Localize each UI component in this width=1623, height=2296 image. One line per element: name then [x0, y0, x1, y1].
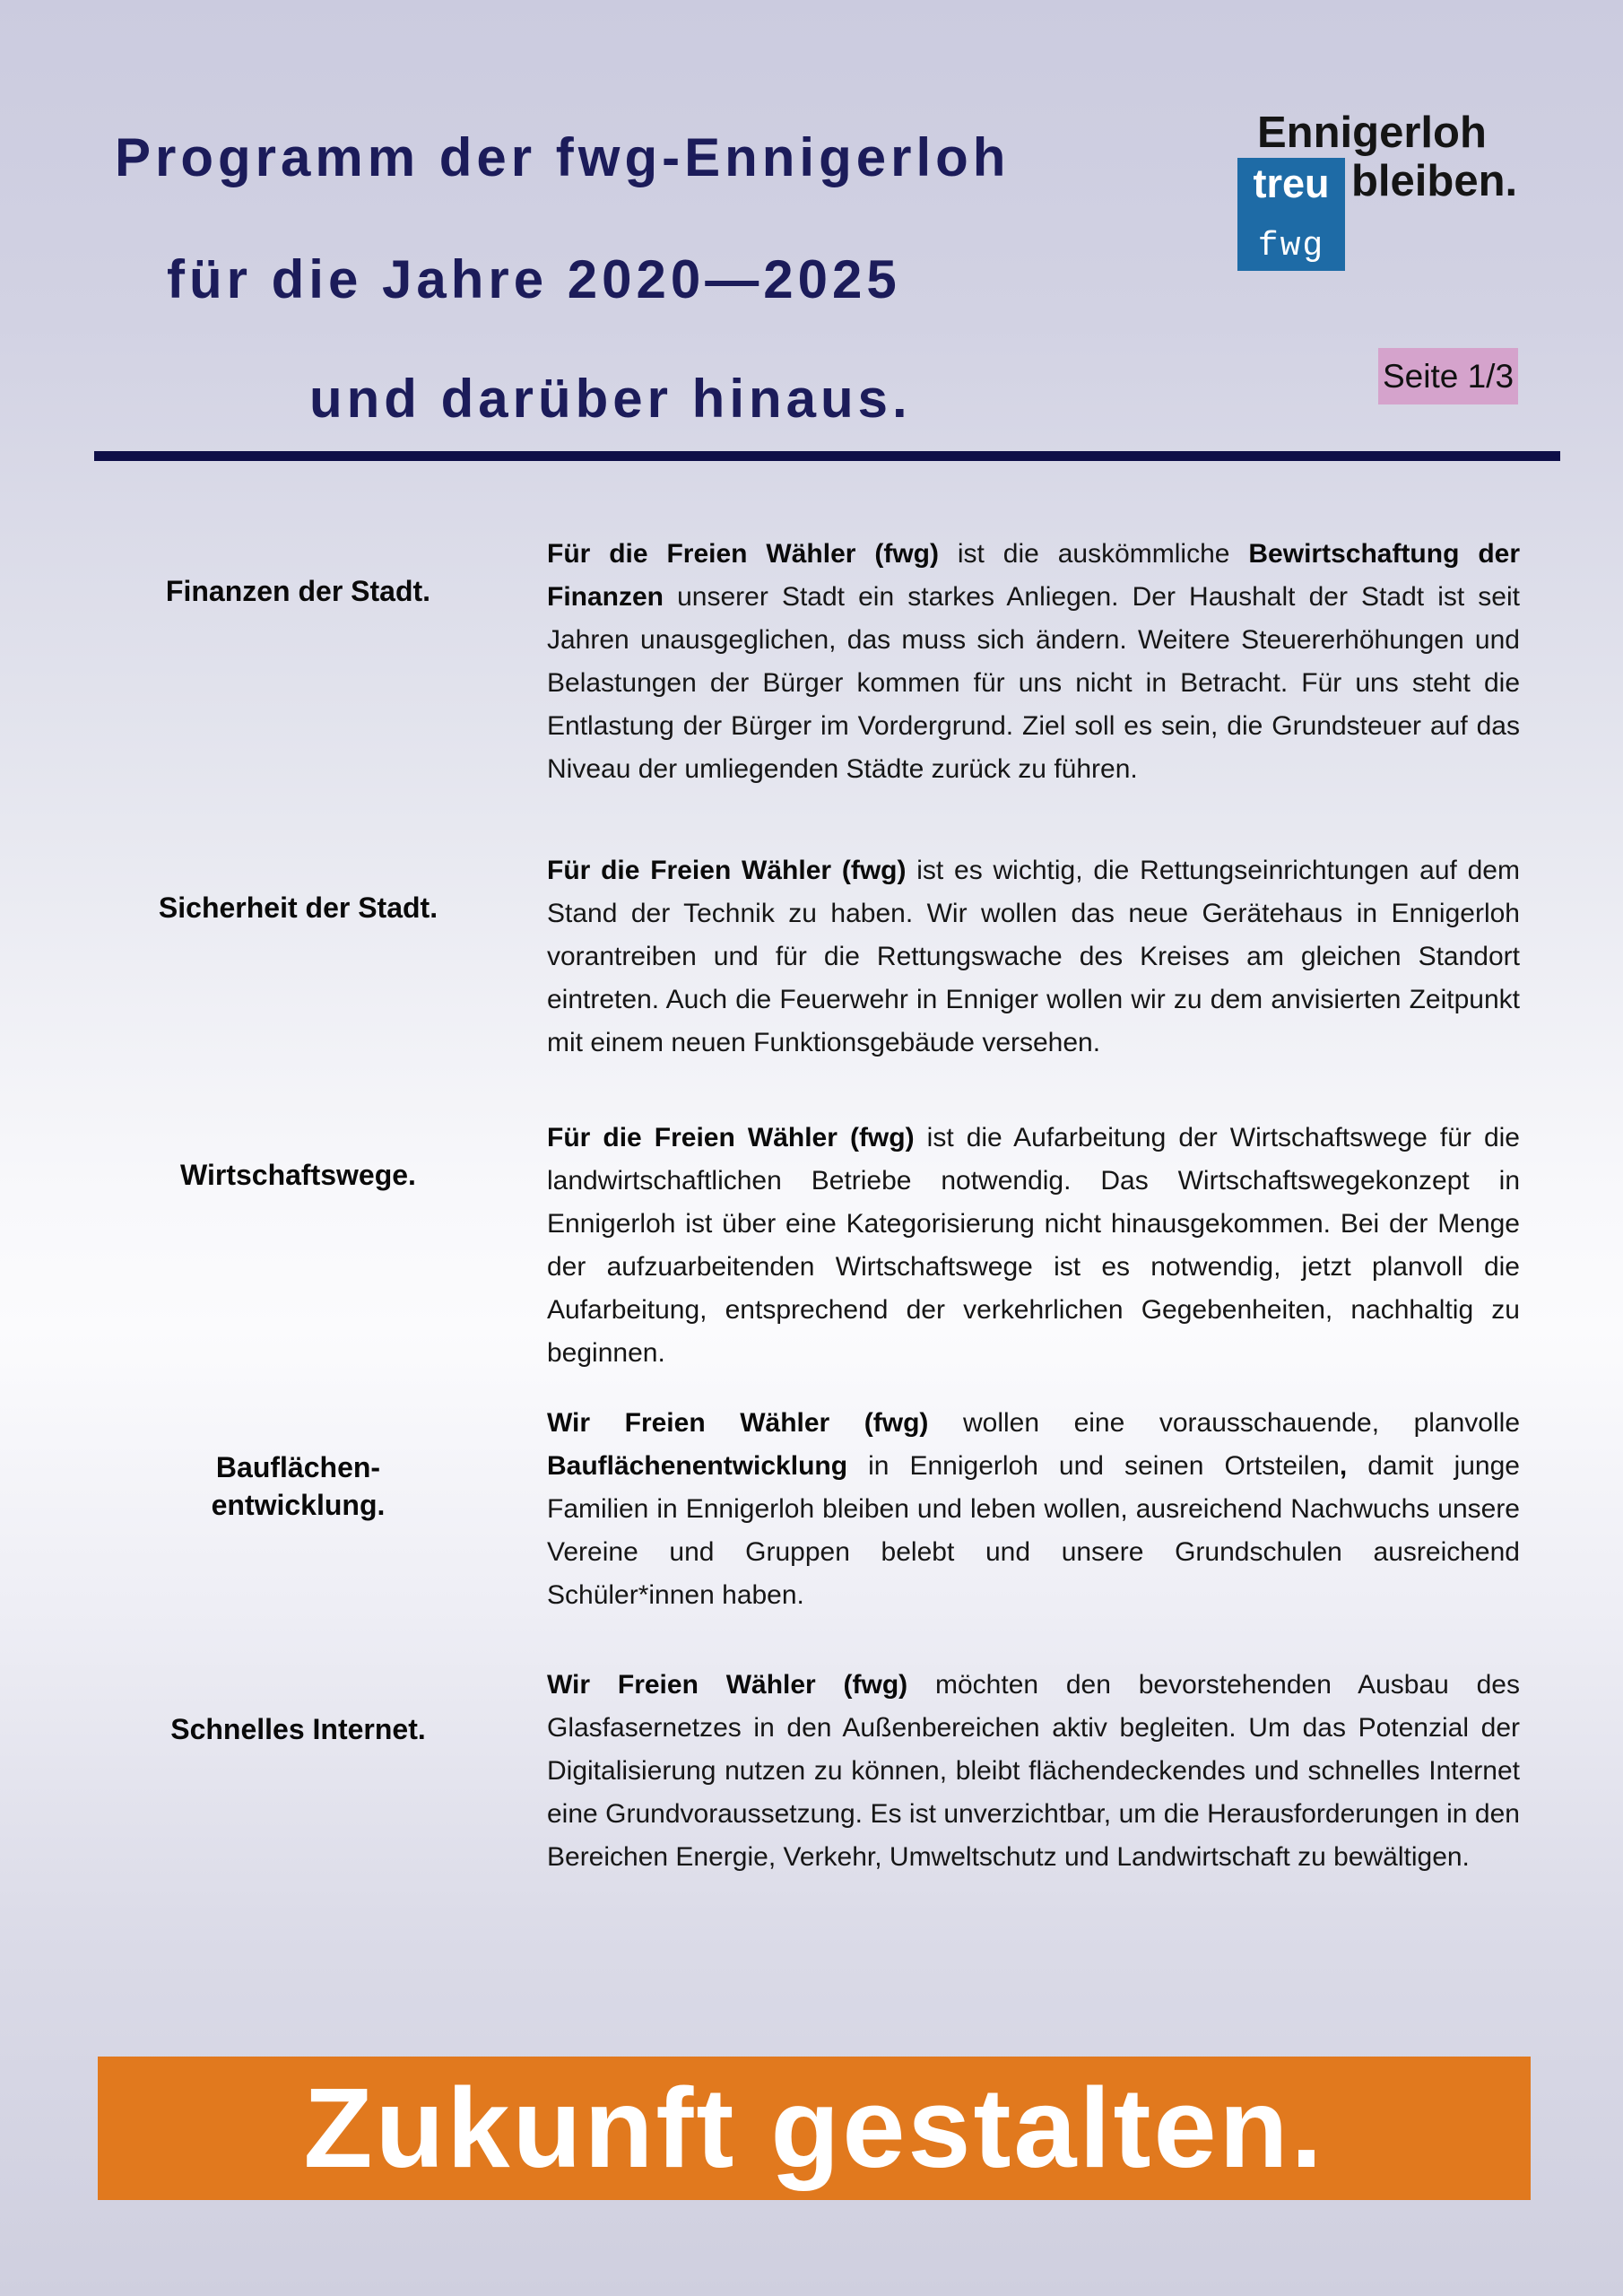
section-heading: Finanzen der Stadt.: [165, 575, 431, 607]
section-heading: Sicherheit der Stadt.: [158, 891, 438, 924]
section-paragraph: Für die Freien Wähler (fwg) ist die Aufarbeitung der Wirtschaftswege für die landwirtschaftlichen Betriebe notwendig. Das Wirtschaftswegekonzept in Ennigerloh ist über eine Kategorisierung nicht hinausgekommen. Bei der Menge der aufzuarbeitenden Wirtschaftswege ist es notwendig, jetzt planvoll die Aufarbeitung, entsprechend der verkehrlichen Gegebenheiten, nachhaltig zu beginnen.: [547, 1123, 1520, 1368]
page-number-badge: Seite 1/3: [1378, 348, 1518, 404]
page-title-line-1: Programm der fwg-Ennigerloh: [115, 127, 1011, 187]
section-paragraph: Für die Freien Wähler (fwg) ist es wichtig, die Rettungseinrichtungen auf dem Stand der Technik zu haben. Wir wollen das neue Gerätehaus in Ennigerloh vorantreiben und für die Rettungswache des Kreises am gleichen Standort eintreten. Auch die Feuerwehr in Enniger wollen wir zu dem anvisierten Zeitpunkt mit einem neuen Funktionsgebäude versehen.: [547, 856, 1520, 1057]
header-divider: [94, 451, 1560, 461]
page-title-line-2: für die Jahre 2020—2025: [167, 249, 901, 309]
section-schnelles-internet: [94, 1664, 1524, 1879]
section-paragraph: Wir Freien Wähler (fwg) wollen eine vorausschauende, planvolle Bauflächenentwicklung in Ennigerloh und seinen Ortsteilen, damit junge Familien in Ennigerloh bleiben und leben wollen, ausreichend Nachwuchs unsere Vereine und Gruppen belebt und unsere Grundschulen ausreichend Schüler*innen haben.: [547, 1408, 1521, 1610]
footer-banner: [98, 2057, 1531, 2200]
logo-blue-box: [1237, 158, 1345, 271]
section-heading: Schnelles Internet.: [170, 1713, 426, 1745]
section-paragraph: Für die Freien Wähler (fwg) ist die auskömmliche Bewirtschaftung der Finanzen unserer Stadt ein starkes Anliegen. Der Haushalt der Stadt ist seit Jahren unausgeglichen, das muss sich ändern. Weitere Steuererhöhungen und Belastungen der Bürger kommen für uns nicht in Betracht. Für uns steht die Entlastung der Bürger im Vordergrund. Ziel soll es sein, die Grundsteuer auf das Niveau der umliegenden Städte zurück zu führen.: [547, 539, 1521, 784]
fwg-logo: [1237, 109, 1596, 271]
logo-text-ennigerloh: Ennigerloh: [1257, 109, 1487, 157]
logo-text-treu: treu: [1253, 161, 1330, 206]
section-bauflaechenentwicklung: [94, 1402, 1524, 1617]
section-finanzen: [94, 533, 1524, 791]
section-paragraph: Wir Freien Wähler (fwg) möchten den bevorstehenden Ausbau des Glasfasernetzes in den Außenbereichen aktiv begleiten. Um das Potenzial der Digitalisierung nutzen zu können, bleibt flächendeckendes und schnelles Internet eine Grundvoraussetzung. Es ist unverzichtbar, um die Herausforderungen in den Bereichen Energie, Verkehr, Umweltschutz und Landwirtschaft zu bewältigen.: [547, 1670, 1520, 1872]
logo-text-fwg: fwg: [1257, 227, 1325, 265]
section-wirtschaftswege: [94, 1117, 1524, 1375]
section-heading: Wirtschaftswege.: [180, 1159, 416, 1191]
section-heading: Bauflächen- entwicklung.: [211, 1451, 386, 1521]
footer-banner-text: Zukunft gestalten.: [303, 2065, 1325, 2191]
logo-text-bleiben: bleiben.: [1351, 157, 1518, 205]
section-sicherheit: [94, 849, 1524, 1065]
logo-row: [1237, 158, 1596, 271]
page-title-line-3: und darüber hinaus.: [309, 369, 912, 429]
